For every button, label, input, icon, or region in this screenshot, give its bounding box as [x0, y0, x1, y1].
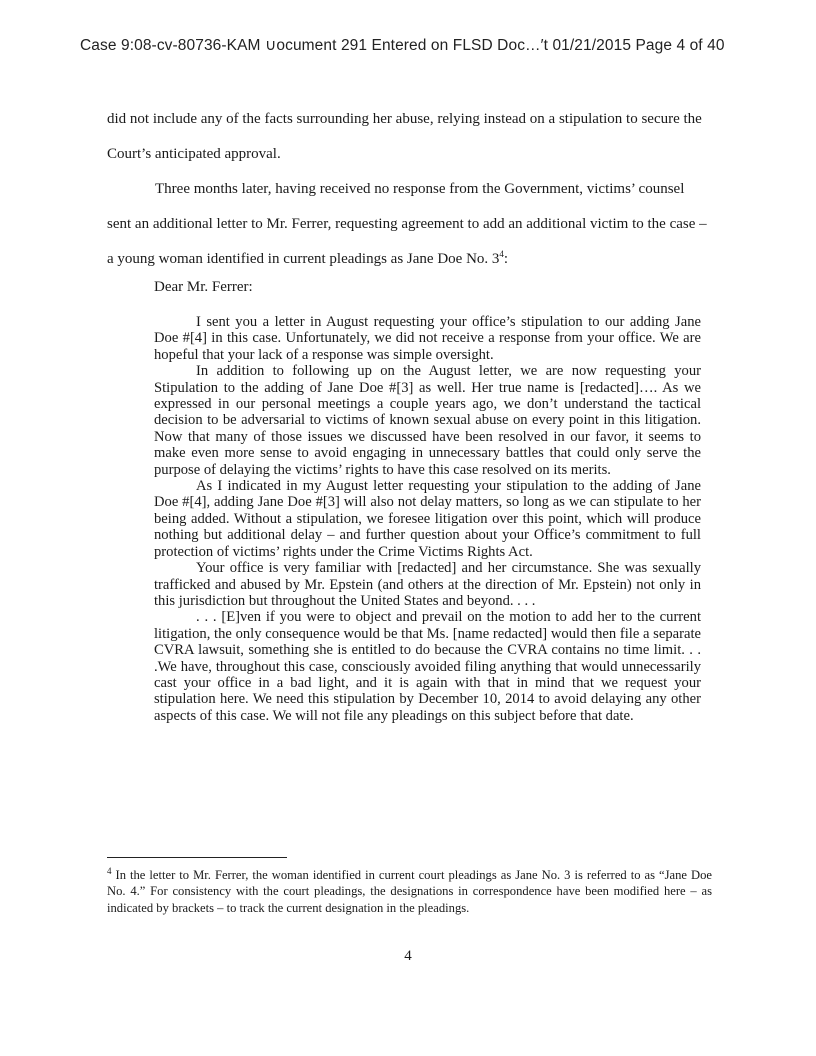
page-number: 4: [404, 948, 412, 964]
footnote-divider: [107, 857, 287, 858]
body-paragraph-1: did not include any of the facts surrounding her abuse, relying instead on a stipulation to secure the Court’s anticipated approval.: [107, 111, 702, 162]
footnote-reference: 4: [499, 249, 504, 259]
letter-paragraph-2: In addition to following up on the August letter, we are now requesting your Stipulation to the adding of Jane Doe #[3] as well. Her true name is [redacted]…. As we expressed in our personal meetings a couple years ago, we don’t understand the tactical decision to be adversarial to victims of known sexual abuse on every point in this litigation. Now that many of those issues we discussed have been resolved in our favor, it seems to make even more sense to avoid engaging in unnecessary battles that could only serve the purpose of delaying the victims’ rights to have this case resolved on its merits.: [154, 363, 701, 478]
body-paragraph-2-text: Three months later, having received no response from the Government, victims’ counsel sent an additional letter to Mr. Ferrer, requesting agreement to add an additional victim to the case – a young woman identified in current pleadings as Jane Doe No. 3: [107, 181, 707, 267]
letter-paragraph-4: Your office is very familiar with [redacted] and her circumstance. She was sexually trafficked and abused by Mr. Epstein (and others at the direction of Mr. Epstein) not only in this jurisdiction but throughout the United States and beyond. . . .: [154, 560, 701, 609]
letter-paragraph-5: . . . [E]ven if you were to object and prevail on the motion to add her to the current litigation, the only consequence would be that Ms. [name redacted] would then file a separate CVRA lawsuit, something she is entitled to do because the CVRA contains no time limit. . . .We have, throughout this case, consciously avoided filing anything that would unnecessarily cast your office in a bad light, and it is again with that in mind that we request your stipulation here. We need this stipulation by December 10, 2014 to avoid delaying any other aspects of this case. We will not file any pleadings on this subject before that date.: [154, 609, 701, 724]
letter-block-quote: [154, 314, 701, 724]
case-header: [80, 36, 760, 55]
letter-paragraph-3: As I indicated in my August letter requesting your stipulation to the adding of Jane Doe #[4], adding Jane Doe #[3] will also not delay matters, so long as we can stipulate to her being added. Without a stipulation, we foresee litigation over this point, which will produce nothing but additional delay – and further question about your Office’s commitment to full protection of victims’ rights under the Crime Victims Rights Act.: [154, 478, 701, 560]
footnote-marker: 4: [107, 865, 112, 876]
letter-salutation: Dear Mr. Ferrer:: [154, 279, 253, 295]
body-paragraph-2: [107, 172, 712, 277]
footnote-text: In the letter to Mr. Ferrer, the woman identified in current court pleadings as Jane No. 3 is referred to as “Jane Doe No. 4.” For consistency with the court pleadings, the designations in correspondence have been modified here – as indicated by brackets – to track the current designation in the pleadings.: [107, 868, 712, 915]
letter-paragraph-1: I sent you a letter in August requesting your office’s stipulation to our adding Jane Doe #[4] in this case. Unfortunately, we did not receive a response from your office. We are hopeful that your lack of a response was simple oversight.: [154, 314, 701, 363]
case-header-text: Case 9:08-cv-80736-KAM ∪ocument 291 Entered on FLSD Doc…′t 01/21/2015 Page 4 of 40: [80, 37, 725, 54]
footnote: [107, 867, 712, 916]
body-paragraph-2-end: :: [503, 251, 509, 267]
